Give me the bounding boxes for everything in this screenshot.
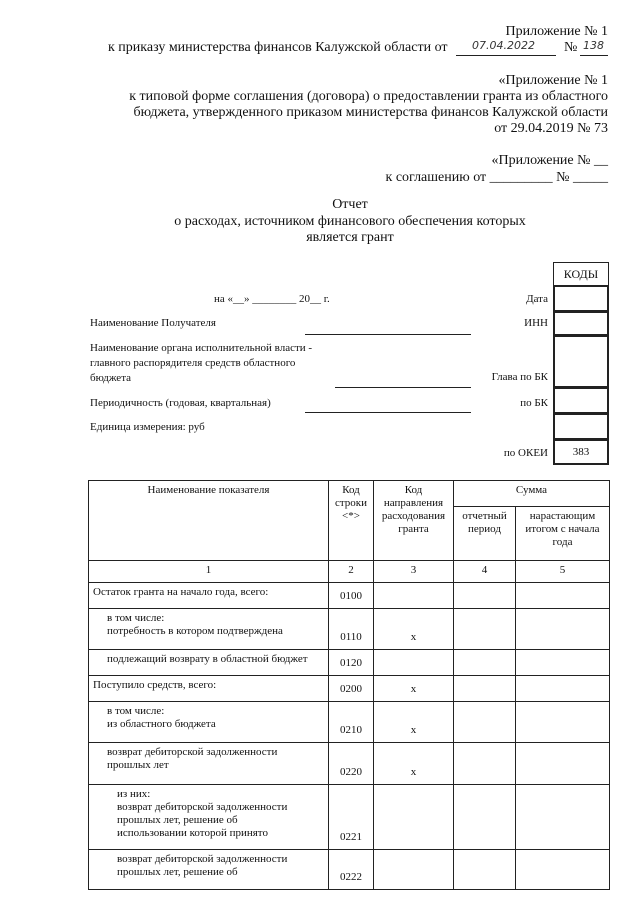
row-code: 0220 [329, 743, 374, 785]
row-code: 0222 [329, 850, 374, 890]
bk-code-cell[interactable] [553, 387, 609, 414]
org-label-line3: бюджета [90, 372, 132, 384]
block2-line4: от 29.04.2019 № 73 [494, 121, 608, 136]
row-label: Остаток гранта на начало года, всего: [89, 583, 329, 609]
inn-label: ИНН [524, 317, 548, 329]
block3-line1: «Приложение № __ [491, 153, 608, 168]
header-period: отчетный период [454, 507, 516, 561]
col-num-1: 1 [89, 561, 329, 583]
row-period-value[interactable] [454, 702, 516, 743]
recipient-underline[interactable] [305, 334, 471, 335]
header-cumulative: нарастающим итогом с начала года [516, 507, 610, 561]
report-date-line: на «__» ________ 20__ г. [214, 293, 330, 305]
period-label: Периодичность (годовая, квартальная) [90, 397, 271, 409]
order-number-handwritten: 138 [583, 39, 604, 52]
row-code: 0120 [329, 650, 374, 676]
report-title: Отчет [332, 197, 368, 212]
bk-label: по БК [520, 397, 548, 409]
period-underline[interactable] [305, 412, 471, 413]
row-label: в том числе: из областного бюджета [89, 702, 329, 743]
okei-code-cell [553, 439, 609, 465]
table-row [89, 743, 610, 785]
date-label: Дата [526, 293, 548, 305]
order-date-handwritten: 07.04.2022 [472, 39, 535, 52]
codes-header: КОДЫ [563, 267, 599, 281]
table-header-row [89, 481, 610, 507]
row-period-value[interactable] [454, 676, 516, 702]
block2-line1: «Приложение № 1 [498, 73, 608, 88]
row-code: 0200 [329, 676, 374, 702]
empty-code-cell[interactable] [553, 413, 609, 440]
recipient-label: Наименование Получателя [90, 317, 216, 329]
col-num-4: 4 [454, 561, 516, 583]
row-period-value[interactable] [454, 609, 516, 650]
row-label: возврат дебиторской задолженности прошлых лет, решение об [89, 850, 329, 890]
col-num-2: 2 [329, 561, 374, 583]
row-label: подлежащий возврату в областной бюджет [89, 650, 329, 676]
order-date-underline [456, 55, 556, 56]
table-row [89, 583, 610, 609]
row-label: Поступило средств, всего: [89, 676, 329, 702]
appendix-title: Приложение № 1 [505, 24, 608, 39]
row-label: в том числе: потребность в котором подтверждена [89, 609, 329, 650]
org-underline[interactable] [335, 387, 471, 388]
header-direction-code: Код направления расходования гранта [374, 481, 454, 561]
header-sum: Сумма [454, 481, 610, 507]
table-row [89, 676, 610, 702]
row-direction[interactable]: x [374, 676, 454, 702]
table-row [89, 650, 610, 676]
row-code: 0210 [329, 702, 374, 743]
row-period-value[interactable] [454, 650, 516, 676]
row-label: возврат дебиторской задолженности прошлых лет [89, 743, 329, 785]
org-label-line2: главного распорядителя средств областного [90, 357, 296, 369]
row-cumulative-value[interactable] [516, 583, 610, 609]
block2-line3: бюджета, утвержденного приказом министерства финансов Калужской области [133, 105, 608, 120]
order-number-label: № [564, 40, 578, 55]
org-label-line1: Наименование органа исполнительной власти - [90, 342, 313, 354]
row-cumulative-value[interactable] [516, 702, 610, 743]
row-cumulative-value[interactable] [516, 676, 610, 702]
row-period-value[interactable] [454, 583, 516, 609]
order-number-underline [580, 55, 608, 56]
row-direction[interactable] [374, 583, 454, 609]
report-table [88, 480, 610, 890]
table-row [89, 785, 610, 850]
glava-code-cell[interactable] [553, 335, 609, 388]
row-code: 0110 [329, 609, 374, 650]
row-label: из них: возврат дебиторской задолженности прошлых лет, решение об использовании которой принято [89, 785, 329, 850]
row-code: 0221 [329, 785, 374, 850]
row-cumulative-value[interactable] [516, 609, 610, 650]
col-num-5: 5 [516, 561, 610, 583]
header-name: Наименование показателя [89, 481, 329, 561]
row-cumulative-value[interactable] [516, 850, 610, 890]
table-row [89, 850, 610, 890]
row-direction[interactable]: x [374, 702, 454, 743]
row-cumulative-value[interactable] [516, 785, 610, 850]
table-row [89, 609, 610, 650]
column-numbers-row [89, 561, 610, 583]
row-period-value[interactable] [454, 785, 516, 850]
okei-label: по ОКЕИ [503, 447, 548, 459]
okei-value: 383 [572, 446, 590, 458]
row-direction[interactable] [374, 850, 454, 890]
row-cumulative-value[interactable] [516, 650, 610, 676]
inn-code-cell[interactable] [553, 311, 609, 336]
row-direction[interactable]: x [374, 609, 454, 650]
row-period-value[interactable] [454, 743, 516, 785]
table-row [89, 702, 610, 743]
col-num-3: 3 [374, 561, 454, 583]
glava-label: Глава по БК [491, 371, 548, 383]
order-line: к приказу министерства финансов Калужской области от [108, 40, 448, 55]
row-period-value[interactable] [454, 850, 516, 890]
block2-line2: к типовой форме соглашения (договора) о предоставлении гранта из областного [129, 89, 608, 104]
row-direction[interactable] [374, 785, 454, 850]
header-line-code: Код строки <*> [329, 481, 374, 561]
row-cumulative-value[interactable] [516, 743, 610, 785]
date-code-cell[interactable] [553, 285, 609, 312]
codes-header-cell [553, 262, 609, 286]
row-direction[interactable] [374, 650, 454, 676]
row-direction[interactable]: x [374, 743, 454, 785]
report-subtitle-2: является грант [306, 230, 394, 245]
report-subtitle-1: о расходах, источником финансового обеспечения которых [174, 214, 526, 229]
unit-label: Единица измерения: руб [90, 421, 205, 433]
block3-line2: к соглашению от _________ № _____ [385, 170, 608, 185]
row-code: 0100 [329, 583, 374, 609]
